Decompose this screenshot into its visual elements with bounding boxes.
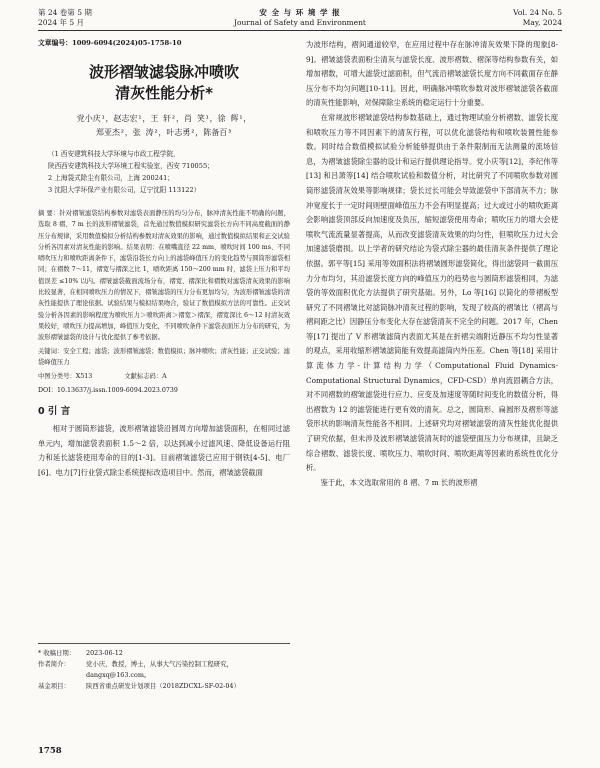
article-number: 文章编号：1009-6094(2024)05-1758-10 bbox=[38, 39, 182, 47]
paper-title bbox=[38, 62, 290, 104]
affiliation-line: 3 沈阳大学环保产业有限公司，辽宁沈阳 113122） bbox=[48, 186, 201, 194]
volume-issue-en: Vol. 24 No. 5 bbox=[513, 8, 562, 17]
body-paragraph: 在常规波形褶皱滤袋结构参数基础上，通过物理试验分析褶数、滤袋长度和喷吹压力等不同因素下的清灰行程，可以优化滤袋结构和喷吹装置性能参数。同时结合数值模拟试验分析能够提供由于条件限制而无法测量的流场信息，为褶皱滤袋除尘器的设计和运行提供理论指导。党小庆等[12]，李纪伟等[13] 和吕萧等[14] 结合喷吹试验和数值分析，对比研究了不同喷吹参数对圆筒形滤袋清灰效果等影响规律；袋长过长可能会导致滤袋中下部清灰不力；脉冲宽度长于一定时间则壁面峰值压力不会有明显提高；过大或过小的喷吹距离会影响滤袋顶部反向加速度及负压，缩短滤袋使用寿命；喷吹压力的增大会使喷吹气流流量显著提高，从而改变滤袋清灰效果的均匀性，但喷吹压力过大会加速滤袋磨损。以上学者的研究结论为袋式除尘器的最佳清灰条件提供了理论依据。郭平等[15] 采用等效面积法将褶皱圆形滤袋简化，得出滤袋同一截面压力分布均匀，其沿滤袋长度方向的峰值压力的趋势也与圆筒形滤袋相同，为滤袋的等效面积优化方法提供了研究基础。另外，Lo 等[16] 以简化的带褶板型研究了不同褶皱比对滤筒脉冲清灰过程的影响，发现了较高的褶皱比（褶高与褶间距之比）因静压分布变化大存在滤袋清灰不完全的问题。2017 年，Chen 等[17] 提出了 V 形褶皱滤筒内表面尤其是在折褶尖端附近静压不均匀性显著的观点，采用收缩形褶皱滤筒能有效提高滤筒内外压差。Chen 等[18] 采用计算流体力学-计算结构力学（Computational Fluid Dynamics-Computational Structural Dynamics，CFD-CSD）单向流固耦合方法，对不同褶数的褶皱滤袋进行应力、应变及加速度等随时间变化的数值分析，得出褶数为 12 的滤袋能进行更有效的清灰。总之，圆筒形、扁圆形及褶形等滤袋形状的影响清灰性能各不相同。上述研究均对褶皱滤袋的清灰性能优化提供了研究依据，但未涉及波形褶皱滤袋清灰时的滤袋壁面压力分布规律，且缺乏综合褶数、滤袋长度、喷吹压力、喷吹时间、喷吹距离等因素的系统性优化分析。 bbox=[306, 112, 558, 473]
fund-label: 基金项目： bbox=[38, 682, 70, 690]
document-code: 文献标志码：A bbox=[124, 373, 167, 381]
header-rule bbox=[38, 30, 562, 31]
title-line: 清灰性能分析* bbox=[115, 84, 213, 102]
classification bbox=[38, 371, 290, 382]
author-list bbox=[38, 112, 290, 140]
author-value: 党小庆，教授，博士，从事大气污染控制工程研究，dangxq@163.com。 bbox=[86, 660, 233, 679]
left-column bbox=[38, 38, 290, 481]
volume-issue: 第 24 卷第 5 期 bbox=[38, 8, 92, 17]
section-heading: 0 引 言 bbox=[38, 406, 71, 418]
right-column bbox=[306, 38, 558, 490]
journal-volume-en bbox=[513, 8, 562, 28]
body-paragraph: 为波形结构，褶间通道较窄，在应用过程中存在脉冲清灰效果下降的现象[8-9]。褶皱滤袋表面粉尘清灰与滤袋长度、波形褶数、褶深等结构参数有关，如增加褶数，可增大滤袋过滤面积，但气流沿褶皱滤袋长度方向不同截面存在静压分布不均匀问题[10-11]。因此，明确脉冲喷吹参数对波形褶皱滤袋各截面的清灰性能影响，对保障除尘系统的稳定运行十分重要。 bbox=[306, 40, 558, 108]
received-label: * 收稿日期： bbox=[38, 649, 76, 657]
title-line: 波形褶皱滤袋脉冲喷吹 bbox=[88, 63, 239, 81]
journal-title-cn: 安 全 与 环 境 学 报 bbox=[259, 8, 341, 17]
affiliation-line: 2 上海袋式除尘有限公司，上海 200241； bbox=[48, 174, 174, 182]
affiliation-line: （1 西安建筑科技大学环境与市政工程学院， bbox=[48, 150, 180, 158]
author-bio bbox=[38, 659, 290, 681]
publication-month-en: May, 2024 bbox=[522, 18, 562, 27]
journal-title-en: Journal of Safety and Environment bbox=[234, 18, 366, 27]
received-date bbox=[38, 648, 290, 659]
page-number: 1758 bbox=[38, 746, 62, 756]
affiliations bbox=[38, 148, 290, 196]
body-paragraph: 鉴于此，本文选取常用的 8 褶、7 m 长的波形褶 bbox=[320, 477, 478, 487]
footnote bbox=[38, 643, 290, 692]
publication-month: 2024 年 5 月 bbox=[38, 18, 85, 27]
authors-line: 党小庆¹，赵志宏¹，王 轩²，肖 笑¹，徐 辉¹， bbox=[76, 114, 252, 123]
affiliation-line: 陕西西安建筑科技大学环境工程实验室，西安 710055； bbox=[48, 162, 214, 170]
intro-paragraph: 相对于圆筒形滤袋，波形褶皱滤袋沿圆周方向增加滤袋面积，在相同过滤单元内，增加滤袋表面积 1.5～2 倍，以达到减小过滤风速、降低设备运行阻力和延长滤袋使用寿命的目的[1-3]。目前褶皱滤袋已应用于钢铁[4-5]、电厂[6]、电力[7]行业袋式除尘系统提标改造项目中。然而，褶皱滤袋截面 bbox=[38, 424, 290, 477]
doi: DOI：10.13637/j.issn.1009-6094.2023.0739 bbox=[38, 387, 178, 395]
authors-line: 郑亚杰²，张 涛²，叶志勇²，陈备百³ bbox=[95, 128, 233, 137]
clc-number: 中图分类号：X513 bbox=[38, 373, 93, 381]
funding bbox=[38, 681, 290, 692]
fund-value: 陕西省重点研发计划项目（2018ZDCXL-SF-02-04） bbox=[86, 682, 240, 690]
abstract: 摘 要：针对褶皱滤袋结构参数对滤袋表面静压的均匀分布，脉冲清灰性能不明确的问题，选取 8 褶、7 m 长的波形褶皱滤袋，首先通过数值模拟研究滤袋长方向不同高度截面的静压分布规律，采用数值模拟分析结构参数对清灰效果的影响，通过数值模拟结果和正交试验分析各因素对清灰性能的影响。结果表明：在喷嘴直径 22 mm、喷吹时间 100 ms、不同喷吹压力和喷吹距离条件下，滤袋沿袋长方向上的滤袋峰值压力的变化趋势与圆筒形滤袋相同；在褶数 7～11，褶宽与褶深之比 1，喷吹距离 150～200 mm 时，滤袋上压力和平均值误差 ≤10% 以内。褶皱滤袋截面流场分布，褶宽、褶深比和褶数对滤袋清灰效果的影响比较显著，在相同喷吹压力的情况下，褶皱滤袋的压力分布更加均匀，为波形褶皱滤袋的清灰性能提供了理论依据。试验结果与模拟结果吻合，验证了数值模拟方法的可靠性。正交试验分析各因素的影响程度为喷吹压力＞喷吹距离＞褶宽＞褶深，褶宽深比 6～12 时清灰效果较好，喷吹压力提高增加，峰值压力变化，不同喷吹条件下滤袋表面压力分布的研究，为波形褶皱滤袋的设计与优化提供了参考依据。 bbox=[38, 210, 290, 342]
author-label: 作者简介： bbox=[38, 660, 70, 668]
journal-title bbox=[38, 8, 562, 28]
received-value: 2023-06-12 bbox=[86, 649, 123, 657]
keywords: 关键词：安全工程；滤袋；波形褶皱滤袋；数值模拟；脉冲喷吹；清灰性能；正交试验；滤袋峰值压力 bbox=[38, 347, 290, 366]
